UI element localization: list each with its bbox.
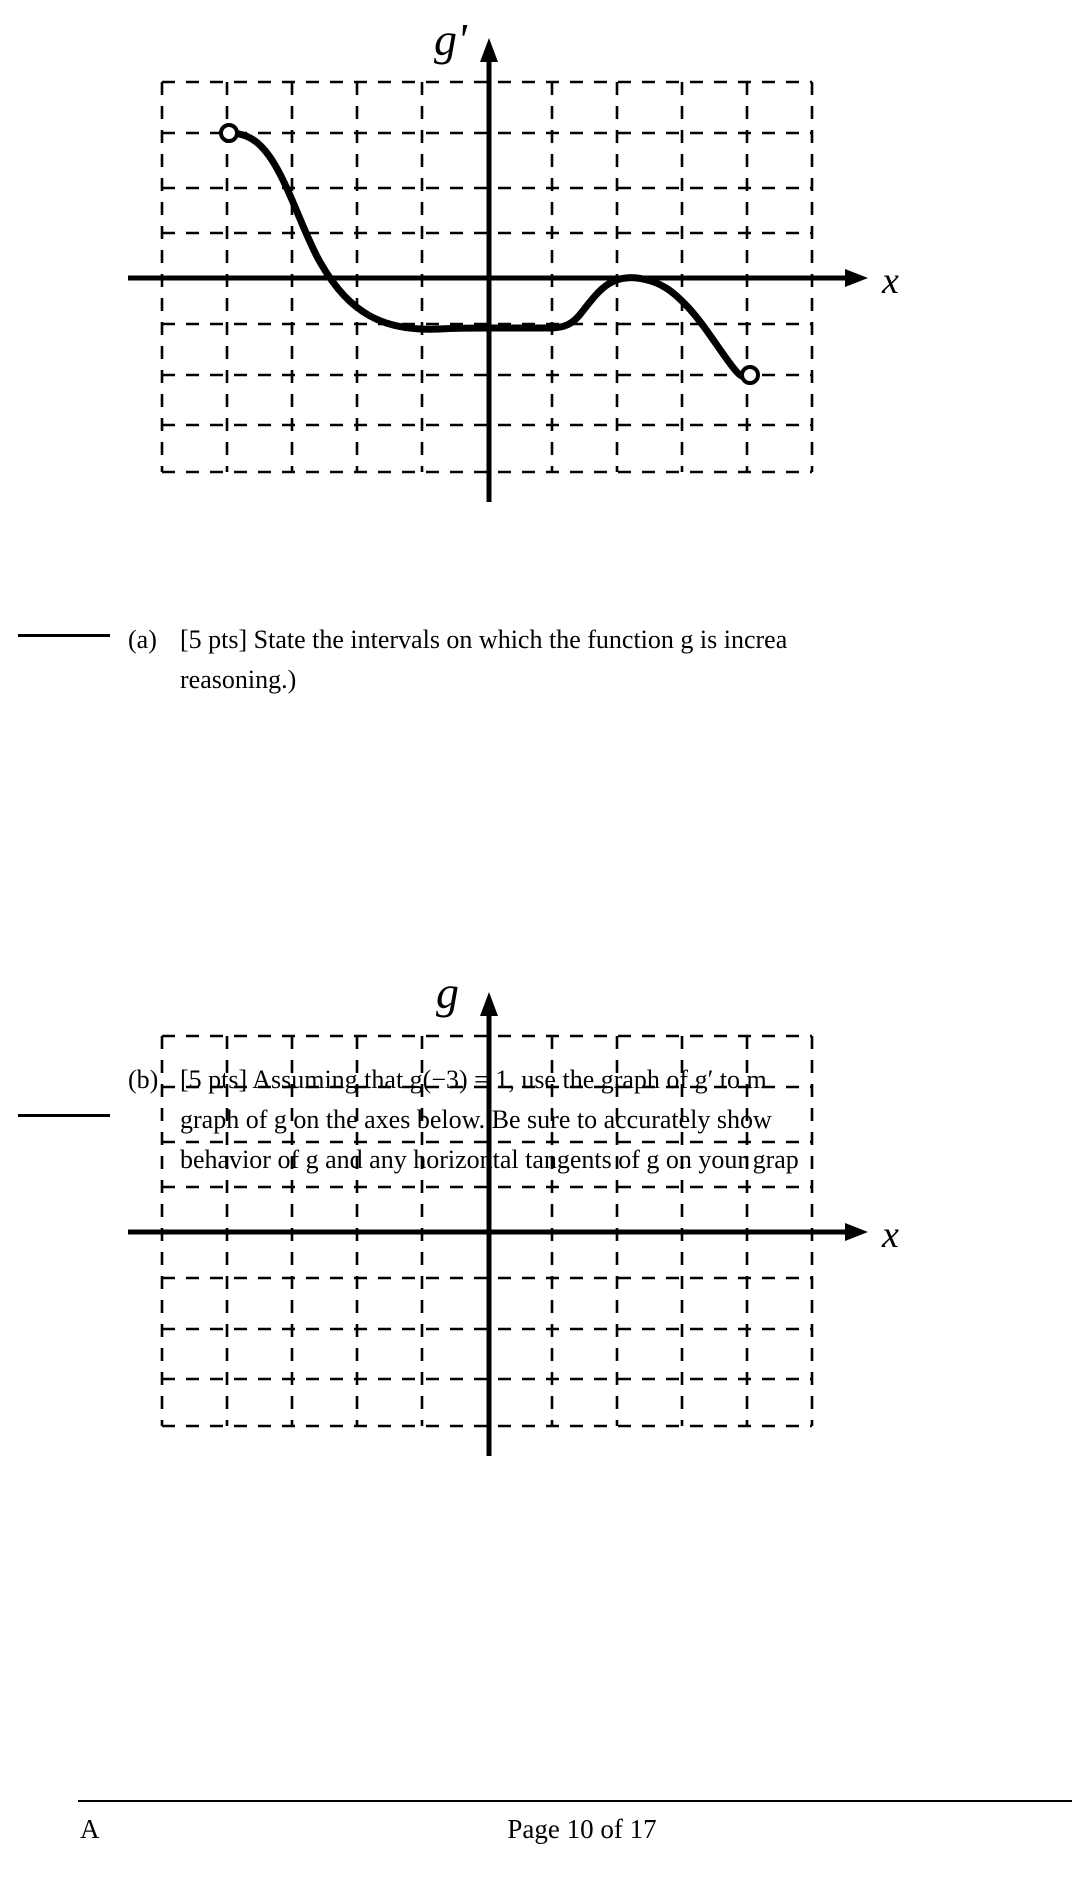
problem-part-a bbox=[0, 620, 1060, 700]
part-a-line-2: reasoning.) bbox=[180, 665, 297, 694]
x-axis bbox=[128, 1214, 899, 1256]
answer-blank-a[interactable] bbox=[18, 634, 110, 637]
graph-g-prime-svg bbox=[0, 10, 1072, 520]
part-b-line-1: [5 pts] Assuming that g(−3) = 1, use the graph of g′ to m bbox=[180, 1065, 767, 1094]
y-axis bbox=[434, 14, 498, 502]
y-axis-label: g' bbox=[434, 14, 467, 65]
exam-version-label: A bbox=[80, 1814, 100, 1844]
y-axis-label: g bbox=[436, 967, 459, 1018]
open-endpoint-left bbox=[221, 125, 237, 141]
answer-blank-a-slot bbox=[0, 620, 128, 637]
part-b-line-3: behavior of g and any horizontal tangents of g on your grap bbox=[180, 1145, 799, 1174]
part-a-line-1: [5 pts] State the intervals on which the function g is increa bbox=[180, 625, 788, 654]
graph-g-prime bbox=[0, 10, 1072, 520]
x-axis-label: x bbox=[882, 1214, 899, 1256]
part-a-label: (a) bbox=[128, 625, 157, 654]
x-axis bbox=[128, 260, 899, 302]
part-b-label: (b) bbox=[128, 1065, 159, 1094]
graph-g-blank-svg[interactable] bbox=[0, 967, 1072, 1460]
page-footer bbox=[0, 1800, 1072, 1870]
part-a-body bbox=[180, 620, 1060, 700]
y-axis bbox=[436, 967, 498, 1456]
part-b-line-2: graph of g on the axes below. Be sure to accurately show bbox=[180, 1105, 772, 1134]
graph-g-blank bbox=[0, 967, 1072, 1460]
x-axis-label: x bbox=[882, 260, 899, 302]
open-endpoint-right bbox=[742, 367, 758, 383]
page-number-label: Page 10 of 17 bbox=[507, 1814, 657, 1844]
footer-divider bbox=[78, 1800, 1072, 1802]
